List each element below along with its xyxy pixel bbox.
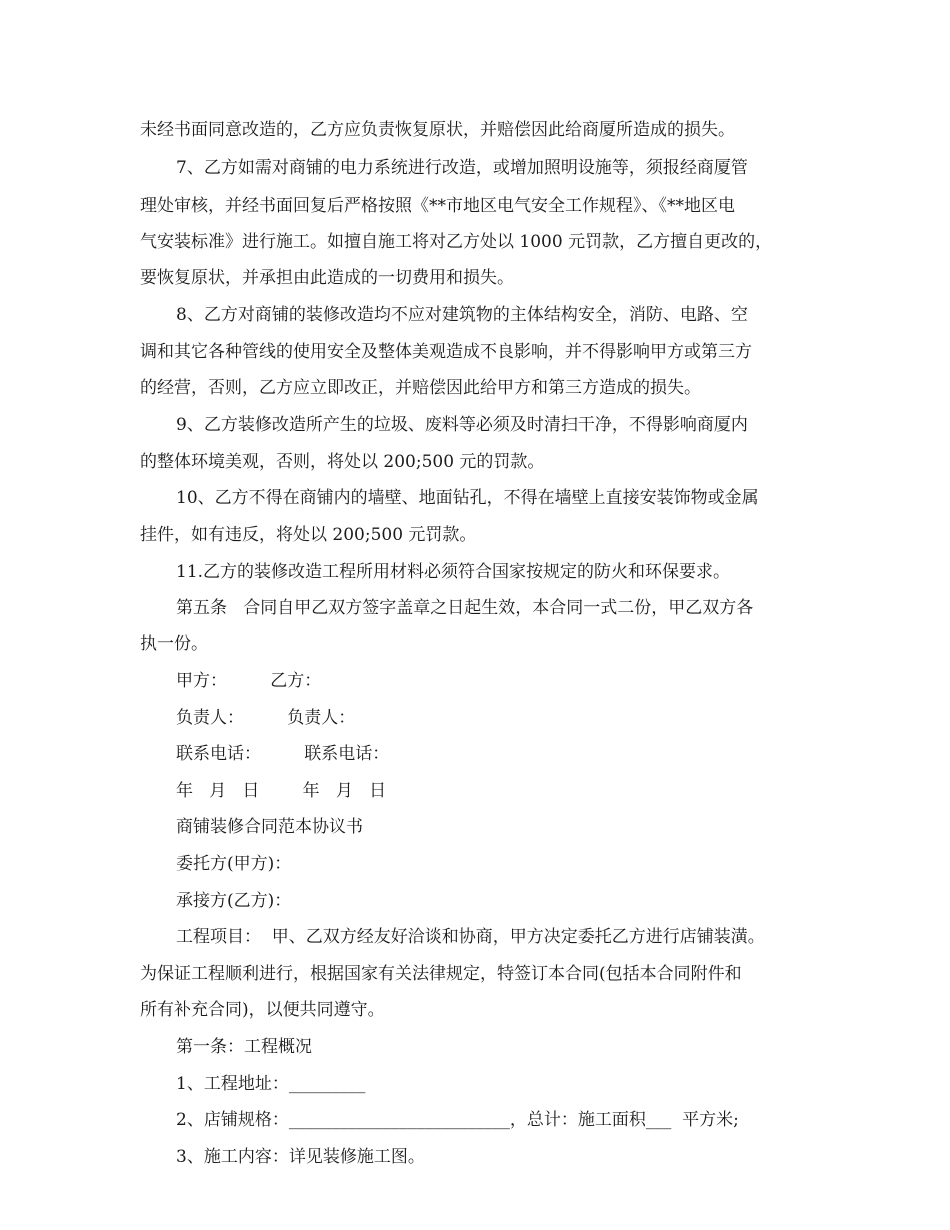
text-line: 1、工程地址：_________ xyxy=(176,1074,366,1094)
text-line: 第五条 合同自甲乙双方签字盖章之日起生效，本合同一式二份，甲乙双方各 xyxy=(176,598,754,618)
text-line: 为保证工程顺利进行，根据国家有关法律规定，特签订本合同(包括本合同附件和 xyxy=(140,964,742,984)
text-line: 10、乙方不得在商铺内的墙壁、地面钻孔，不得在墙壁上直接安装饰物或金属 xyxy=(176,488,759,508)
text-line: 11.乙方的装修改造工程所用材料必须符合国家按规定的防火和环保要求。 xyxy=(176,562,731,582)
text-line: 气安装标准》进行施工。如擅自施工将对乙方处以 1000 元罚款，乙方擅自更改的， xyxy=(140,232,773,252)
text-line: 执一份。 xyxy=(140,634,208,654)
text-line: 3、施工内容：详见装修施工图。 xyxy=(176,1147,425,1167)
text-line: 所有补充合同)，以便共同遵守。 xyxy=(140,1000,385,1020)
text-line: 委托方(甲方)： xyxy=(176,854,292,874)
text-line: 8、乙方对商铺的装修改造均不应对建筑物的主体结构安全，消防、电路、空 xyxy=(176,305,748,325)
signature-label-phone: 联系电话： 联系电话： xyxy=(176,744,390,764)
text-line: 调和其它各种管线的使用安全及整体美观造成不良影响，并不得影响甲方或第三方 xyxy=(140,342,752,362)
text-line: 7、乙方如需对商铺的电力系统进行改造，或增加照明设施等，须报经商厦管 xyxy=(176,158,748,178)
text-line: 的经营，否则，乙方应立即改正，并赔偿因此给甲方和第三方造成的损失。 xyxy=(140,378,701,398)
signature-label-responsible: 负责人： 负责人： xyxy=(176,708,356,728)
text-line: 工程项目： 甲、乙双方经友好洽谈和协商，甲方决定委托乙方进行店铺装潢。 xyxy=(176,927,765,947)
text-line: 2、店铺规格：__________________________，总计：施工面积___ 平方米; xyxy=(176,1110,739,1130)
section-title: 商铺装修合同范本协议书 xyxy=(176,817,363,837)
section-heading: 第一条：工程概况 xyxy=(176,1037,312,1057)
text-line: 未经书面同意改造的，乙方应负责恢复原状，并赔偿因此给商厦所造成的损失。 xyxy=(140,120,735,140)
signature-label-party-a-b: 甲方： 乙方： xyxy=(176,671,322,691)
signature-label-date: 年 月 日 年 月 日 xyxy=(176,781,387,801)
text-line: 理处审核，并经书面回复后严格按照《**市地区电气安全工作规程》、《**地区电 xyxy=(140,196,735,216)
text-line: 承接方(乙方)： xyxy=(176,891,292,911)
text-line: 9、乙方装修改造所产生的垃圾、废料等必须及时清扫干净，不得影响商厦内 xyxy=(176,415,748,435)
text-line: 挂件，如有违反，将处以 200;500 元罚款。 xyxy=(140,525,477,545)
text-line: 的整体环境美观，否则，将处以 200;500 元的罚款。 xyxy=(140,452,545,472)
text-line: 要恢复原状，并承担由此造成的一切费用和损失。 xyxy=(140,268,514,288)
